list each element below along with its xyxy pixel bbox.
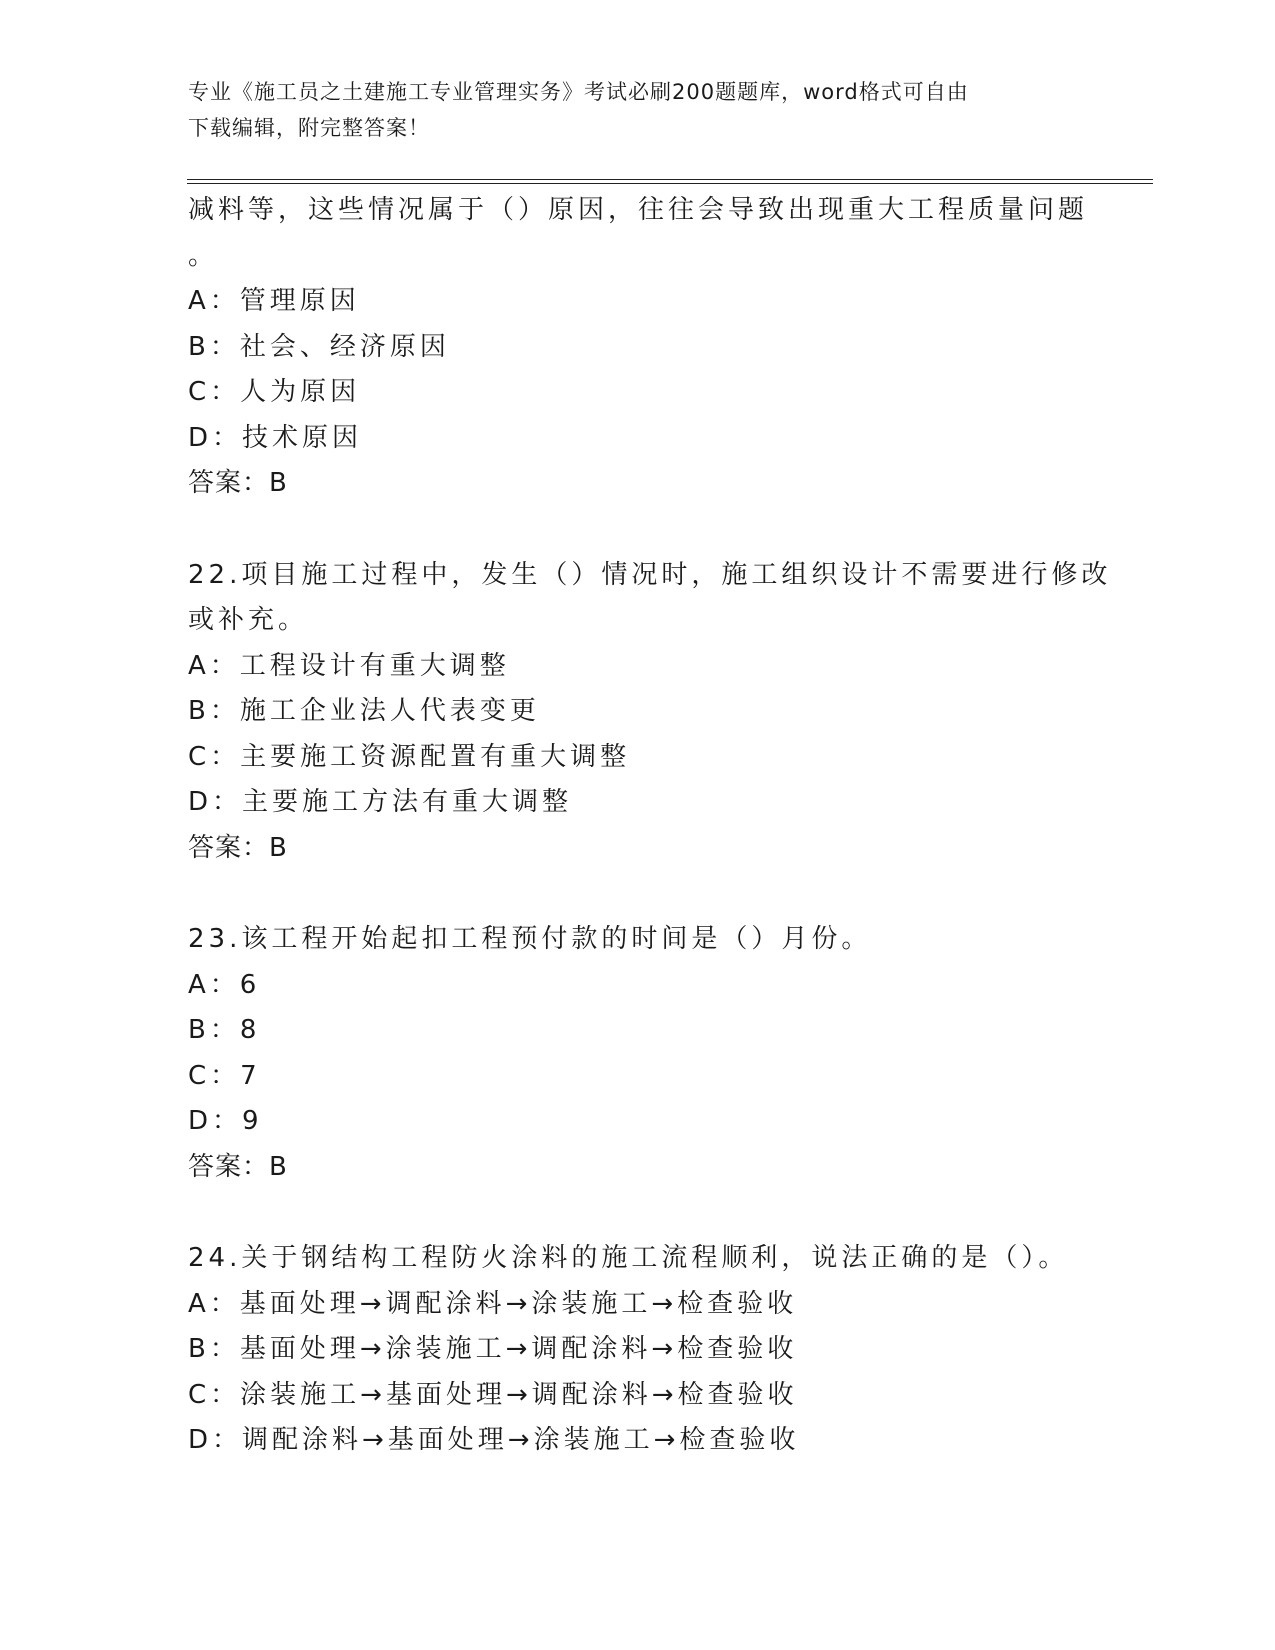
- option-a: A：6: [188, 969, 261, 1000]
- header-divider-bottom: [187, 183, 1153, 184]
- option-b: B：社会、经济原因: [188, 331, 450, 362]
- option-d: D：技术原因: [188, 422, 363, 453]
- answer: 答案：B: [188, 468, 288, 498]
- option-b: B：基面处理→涂装施工→调配涂料→检查验收: [188, 1334, 798, 1364]
- question-23: [188, 917, 1088, 1190]
- option-d: D：9: [188, 1106, 263, 1136]
- option-a: A：基面处理→调配涂料→涂装施工→检查验收: [188, 1288, 798, 1319]
- option-b: B：施工企业法人代表变更: [188, 696, 540, 726]
- header-divider-top: [187, 179, 1153, 180]
- option-b: B：8: [188, 1015, 261, 1045]
- question-24: [188, 1236, 1088, 1464]
- option-a: A：工程设计有重大调整: [188, 650, 510, 681]
- question-22: [188, 553, 1112, 872]
- question-text: 24.关于钢结构工程防火涂料的施工流程顺利，说法正确的是（）。: [188, 1243, 1069, 1273]
- option-c: C：主要施工资源配置有重大调整: [188, 741, 631, 772]
- question-text: 23.该工程开始起扣工程预付款的时间是（）月份。: [188, 924, 872, 954]
- option-c: C：人为原因: [188, 377, 361, 407]
- answer: 答案：B: [188, 832, 288, 863]
- option-d: D：调配涂料→基面处理→涂装施工→检查验收: [188, 1425, 800, 1455]
- question-fragment: [188, 188, 1088, 507]
- option-c: C：涂装施工→基面处理→调配涂料→检查验收: [188, 1379, 798, 1410]
- question-text-continued: 或补充。: [188, 605, 309, 635]
- option-d: D：主要施工方法有重大调整: [188, 787, 573, 817]
- header-line-2: 下载编辑，附完整答案！: [188, 116, 430, 140]
- answer: 答案：B: [188, 1151, 288, 1182]
- option-c: C：7: [188, 1060, 261, 1091]
- document-header: [188, 74, 1068, 146]
- question-text: 22.项目施工过程中，发生（）情况时，施工组织设计不需要进行修改: [188, 559, 1112, 590]
- question-text: 减料等，这些情况属于（）原因，往往会导致出现重大工程质量问题: [188, 195, 1089, 225]
- question-text-end: 。: [188, 240, 219, 271]
- question-list: [188, 188, 1112, 1464]
- header-line-1: 专业《施工员之土建施工专业管理实务》考试必刷200题题库，word格式可自由: [188, 80, 969, 104]
- option-a: A：管理原因: [188, 286, 360, 316]
